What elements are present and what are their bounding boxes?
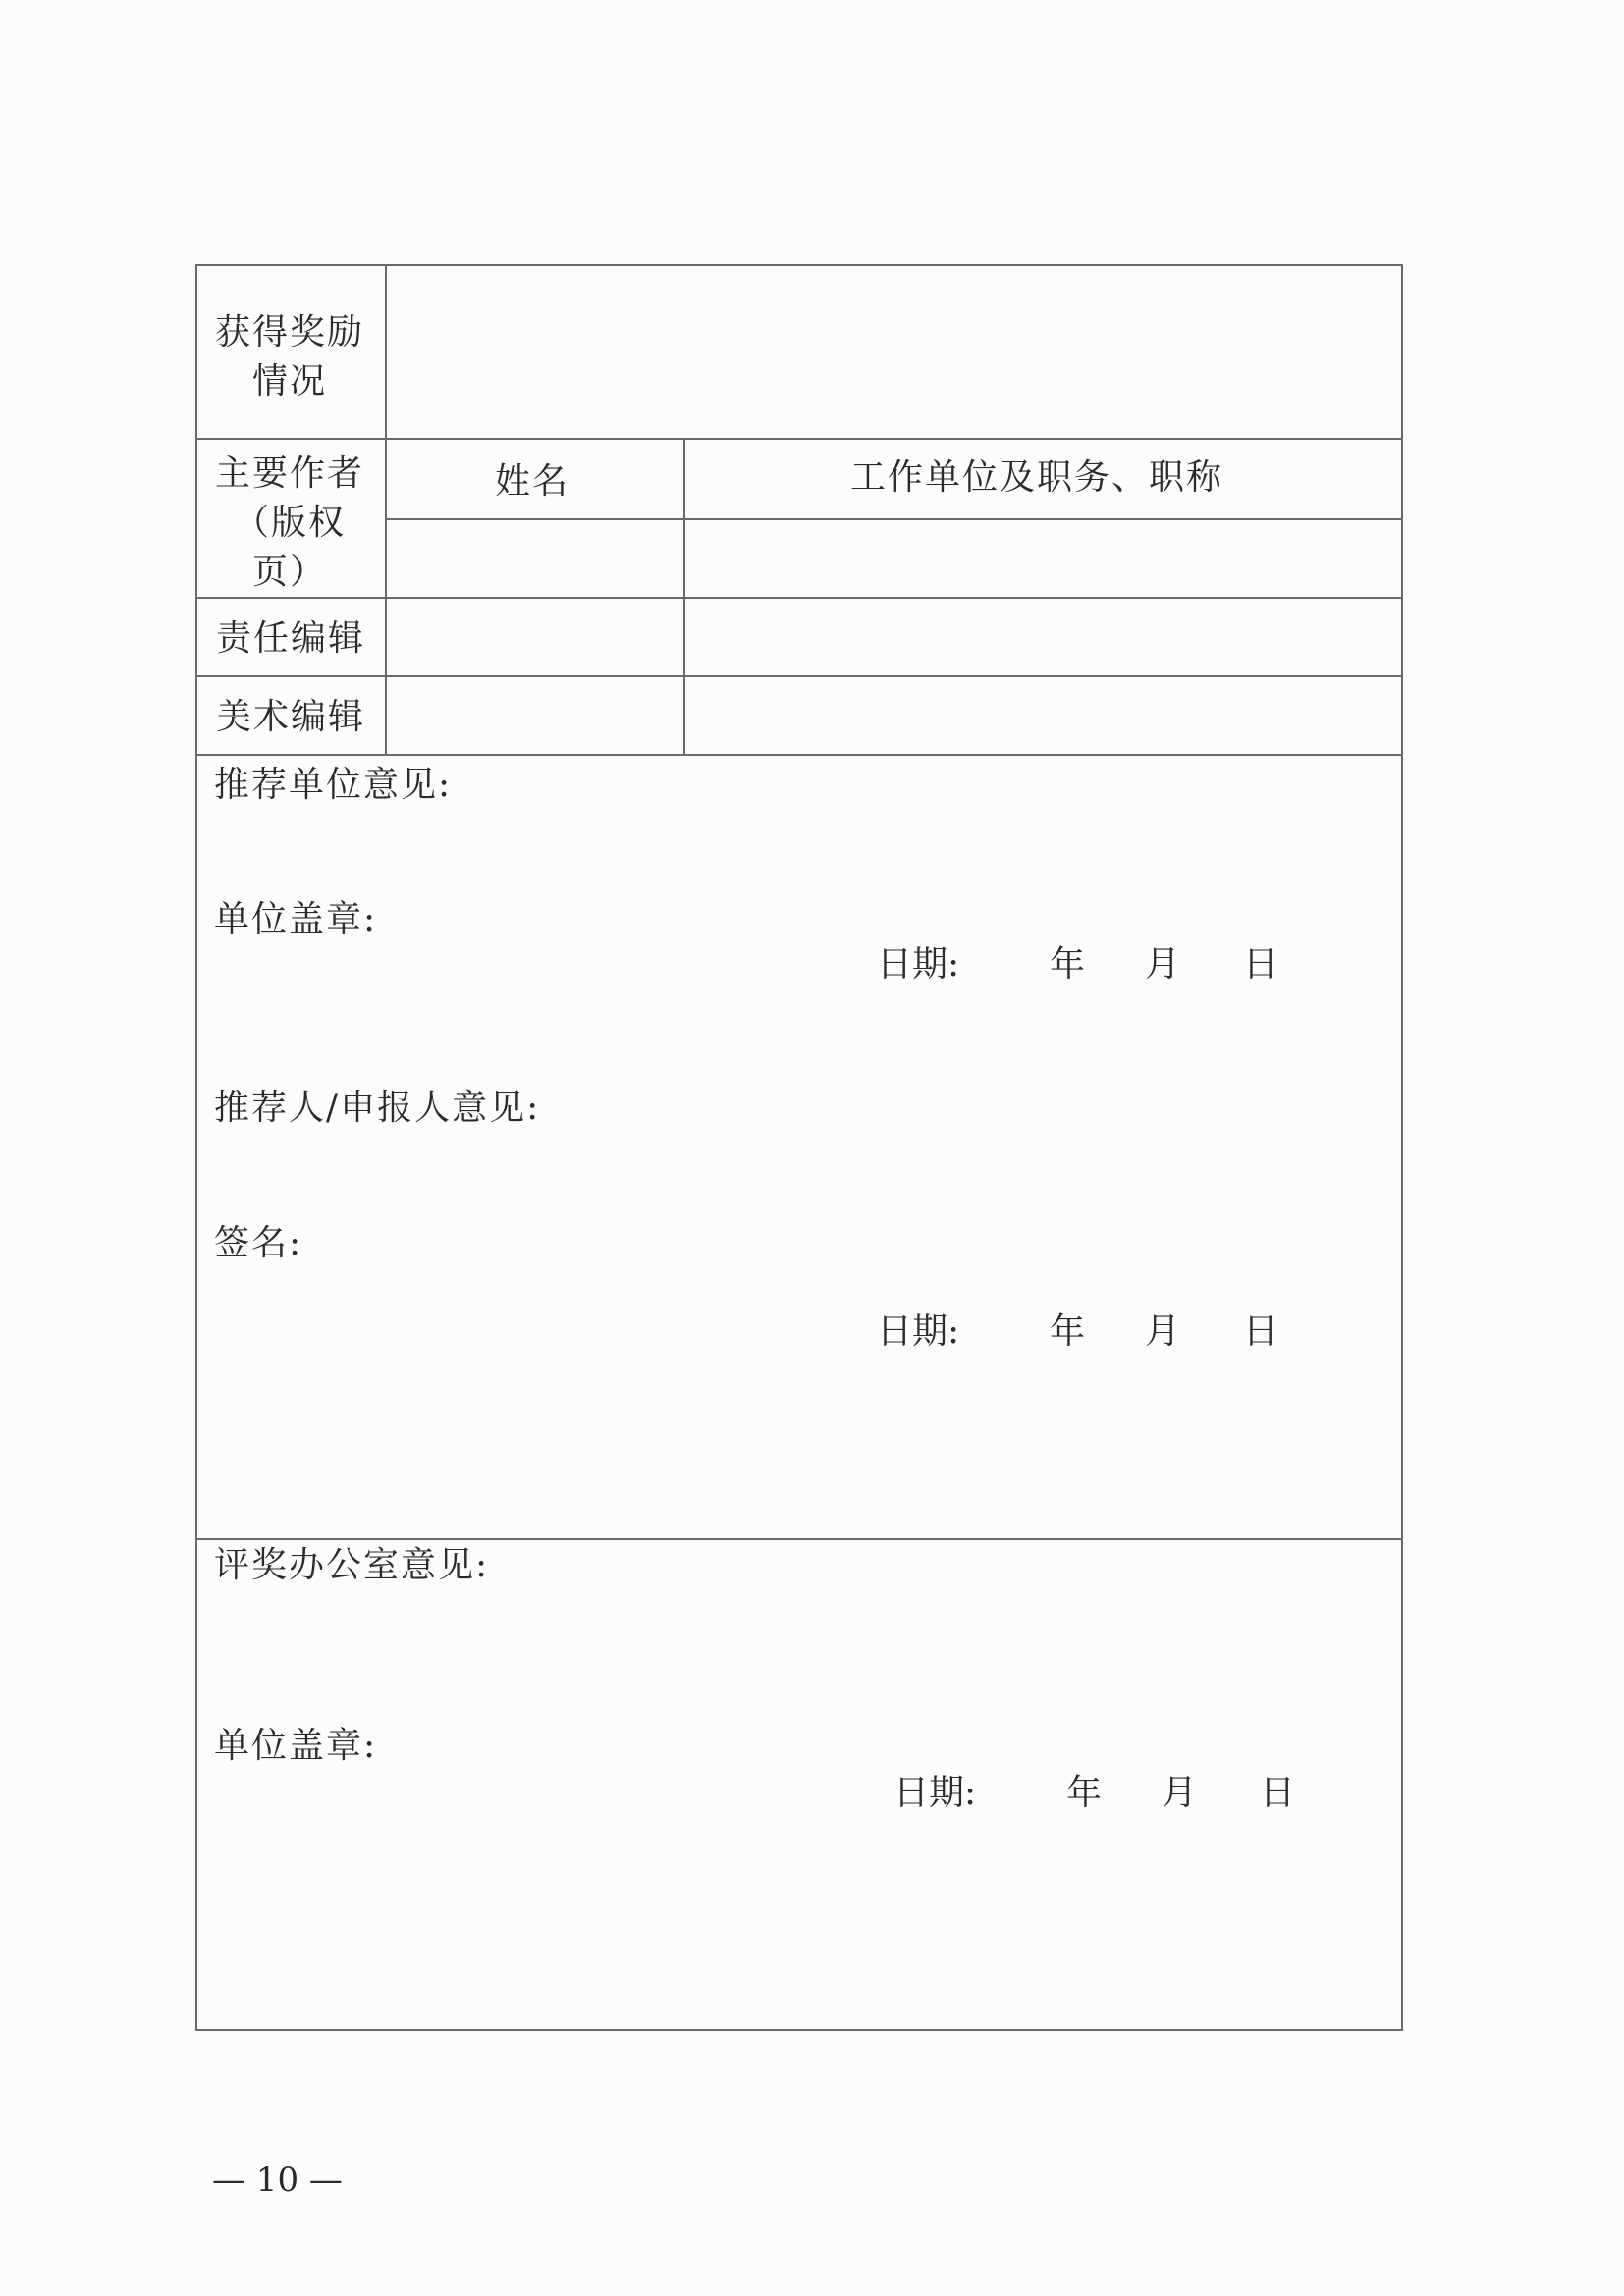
authors-label-line2: （版权 xyxy=(233,503,346,543)
awards-label-line1: 获得奖励 xyxy=(214,312,364,352)
author-name-field[interactable] xyxy=(387,520,681,596)
editor-unit-field[interactable] xyxy=(685,599,1401,674)
column-header-name: 姓名 xyxy=(495,461,570,502)
date-day: 日 xyxy=(1243,944,1279,985)
recommender-opinion-label: 推荐人/申报人意见: xyxy=(214,1088,541,1128)
awards-label xyxy=(201,308,378,406)
art-editor-name-field[interactable] xyxy=(387,677,681,753)
authors-label-line1: 主要作者 xyxy=(214,454,364,494)
editor-name-field[interactable] xyxy=(387,599,681,674)
office-opinion-label: 评奖办公室意见: xyxy=(214,1545,490,1585)
art-editor-label: 美术编辑 xyxy=(216,697,366,737)
office-seal-label: 单位盖章: xyxy=(214,1726,378,1766)
date-label: 日期: xyxy=(877,944,960,985)
date-month: 月 xyxy=(1145,1311,1181,1352)
recommend-unit-seal-label: 单位盖章: xyxy=(214,899,378,939)
column-header-unit: 工作单位及职务、职称 xyxy=(850,457,1224,498)
date-year: 年 xyxy=(1050,1311,1086,1352)
authors-label xyxy=(201,450,378,597)
recommender-sign-label: 签名: xyxy=(214,1223,303,1263)
date-year: 年 xyxy=(1050,944,1086,985)
awards-field[interactable] xyxy=(387,266,1401,437)
art-editor-unit-field[interactable] xyxy=(685,677,1401,753)
row-divider-art-editor xyxy=(195,754,1403,756)
awards-label-line2: 情况 xyxy=(251,361,327,401)
date-label: 日期: xyxy=(877,1311,960,1352)
date-month: 月 xyxy=(1145,944,1181,985)
page-number: — 10 — xyxy=(212,2161,343,2200)
author-unit-field[interactable] xyxy=(685,520,1401,596)
recommend-unit-date xyxy=(877,940,1289,989)
authors-label-line3: 页） xyxy=(251,552,327,592)
date-label: 日期: xyxy=(893,1773,977,1813)
date-month: 月 xyxy=(1162,1773,1198,1813)
date-year: 年 xyxy=(1066,1773,1103,1813)
recommend-unit-opinion-label: 推荐单位意见: xyxy=(214,765,453,805)
office-date xyxy=(893,1769,1306,1818)
row-divider-awards xyxy=(195,438,1403,440)
editor-label: 责任编辑 xyxy=(216,618,366,659)
date-day: 日 xyxy=(1260,1773,1296,1813)
recommender-date xyxy=(877,1308,1289,1357)
row-divider-recommender-section xyxy=(195,1538,1403,1540)
date-day: 日 xyxy=(1243,1311,1279,1352)
